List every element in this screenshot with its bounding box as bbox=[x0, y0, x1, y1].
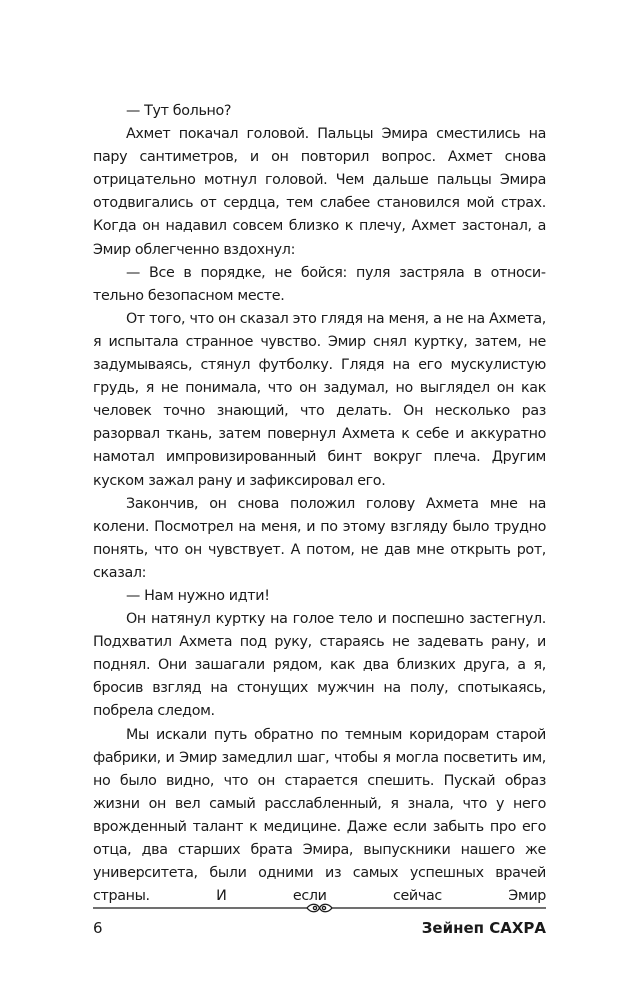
paragraph-5: Закончив, он снова положил голову Ахмета мне на колени. Посмотрел на меня, и по этому взгляду было трудно понять, что он чувствует. А потом, не дав мне открыть рот, сказал: bbox=[93, 495, 546, 581]
page-number: 6 bbox=[93, 919, 103, 937]
body-text bbox=[93, 100, 546, 908]
paragraph-7: Он натянул куртку на голое тело и поспешно застегнул. Подхватил Ахмета под руку, стараясь не задевать рану, и поднял. Они зашагали рядом, как два близких друга, а я, бросив взгляд на стонущих мужчин на полу, спотыкаясь, побрела следом. bbox=[93, 611, 546, 720]
interlocking-loops-icon bbox=[307, 904, 332, 912]
paragraph-6: — Нам нужно идти! bbox=[126, 587, 270, 604]
paragraph-4: От того, что он сказал это глядя на меня, а не на Ахмета, я испытала странное чувство. Эмир снял куртку, затем, не задумываясь, стянул футболку. Глядя на его мускулистую грудь, я не понимала, что он задумал, но выглядел он как человек точно знающий, что делать. Он несколько раз разорвал ткань, затем повернул Ахмета к себе и аккуратно намотал импровизированный бинт вокруг плеча. Другим куском зажал рану и зафиксировал его. bbox=[93, 310, 546, 489]
paragraph-2: Ахмет покачал головой. Пальцы Эмира сместились на пару сантиметров, и он повторил вопрос. Ахмет снова отрицательно мотнул головой. Чем дальше пальцы Эмира отодвигались от сердца, тем слабее становился мой страх. Когда он надавил совсем близко к плечу, Ахмет застонал, а Эмир облегченно вздохнул: bbox=[93, 126, 546, 258]
footer-divider bbox=[93, 902, 546, 914]
paragraph-1: — Тут больно? bbox=[126, 103, 232, 119]
running-title-author: Зейнеп САХРА bbox=[421, 919, 546, 937]
paragraph-8: Мы искали путь обратно по темным коридорам старой фабрики, и Эмир замедлил шаг, чтобы я могла посветить им, но было видно, что он старается спешить. Пускай образ жизни он вел самый расслабленный, я знала, что у него врожденный талант к медицине. Даже если забыть про его отца, два старших брата Эмира, выпускники нашего же университета, были одними из самых успешных врачей страны. И если сейчас Эмир bbox=[93, 726, 546, 905]
paragraph-3: — Все в порядке, не бойся: пуля застряла в относительно безопасном месте. bbox=[93, 264, 546, 304]
